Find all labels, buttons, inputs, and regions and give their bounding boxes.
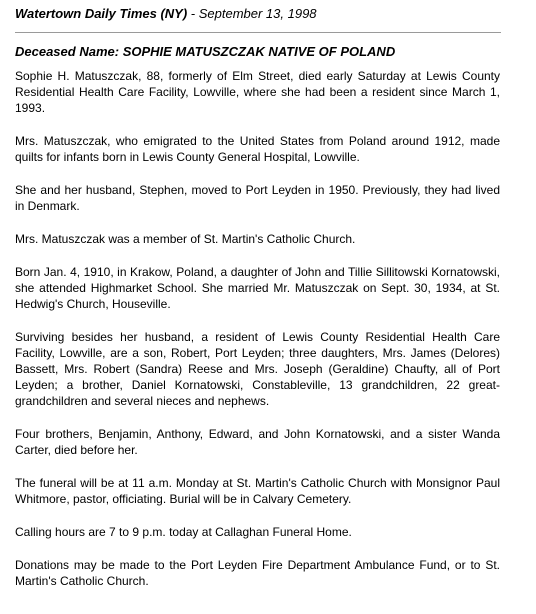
source-header <box>15 6 500 22</box>
deceased-name: SOPHIE MATUSZCZAK NATIVE OF POLAND <box>122 44 396 59</box>
paragraph-9: Calling hours are 7 to 9 p.m. today at Callaghan Funeral Home. <box>15 525 352 539</box>
paragraph-5: Born Jan. 4, 1910, in Krakow, Poland, a daughter of John and Tillie Sillitowski Kornatowski, she attended Highmarket School. She married Mr. Matuszczak on Sept. 30, 1934, at St. Hedwig's Church, Houseville. <box>15 265 500 311</box>
paragraph-7: Four brothers, Benjamin, Anthony, Edward, and John Kornatowski, and a sister Wanda Carter, died before her. <box>15 427 500 457</box>
paragraph-4: Mrs. Matuszczak was a member of St. Martin's Catholic Church. <box>15 232 356 246</box>
publication-date: September 13, 1998 <box>198 6 317 21</box>
obituary-body <box>15 68 500 589</box>
deceased-heading <box>15 44 500 60</box>
newspaper-name: Watertown Daily Times (NY) <box>15 6 188 21</box>
paragraph-10: Donations may be made to the Port Leyden Fire Department Ambulance Fund, or to St. Martin's Catholic Church. <box>15 558 500 588</box>
deceased-label: Deceased Name: <box>15 44 120 59</box>
header-divider <box>15 32 501 33</box>
paragraph-1: Sophie H. Matuszczak, 88, formerly of Elm Street, died early Saturday at Lewis County Residential Health Care Facility, Lowville, where she had been a resident since March 1, 1993. <box>15 69 500 115</box>
paragraph-6: Surviving besides her husband, a resident of Lewis County Residential Health Care Facility, Lowville, are a son, Robert, Port Leyden; three daughters, Mrs. James (Delores) Bassett, Mrs. Robert (Sandra) Reese and Mrs. Joseph (Geraldine) Chaufty, all of Port Leyden; a brother, Daniel Kornatowski, Constableville, 13 grandchildren, 22 great-grandchildren and several nieces and nephews. <box>15 330 500 408</box>
paragraph-2: Mrs. Matuszczak, who emigrated to the United States from Poland around 1912, made quilts for infants born in Lewis County General Hospital, Lowville. <box>15 134 500 164</box>
paragraph-8: The funeral will be at 11 a.m. Monday at St. Martin's Catholic Church with Monsignor Paul Whitmore, pastor, officiating. Burial will be in Calvary Cemetery. <box>15 476 500 506</box>
paragraph-3: She and her husband, Stephen, moved to Port Leyden in 1950. Previously, they had lived in Denmark. <box>15 183 500 213</box>
header-separator: - <box>187 6 199 21</box>
